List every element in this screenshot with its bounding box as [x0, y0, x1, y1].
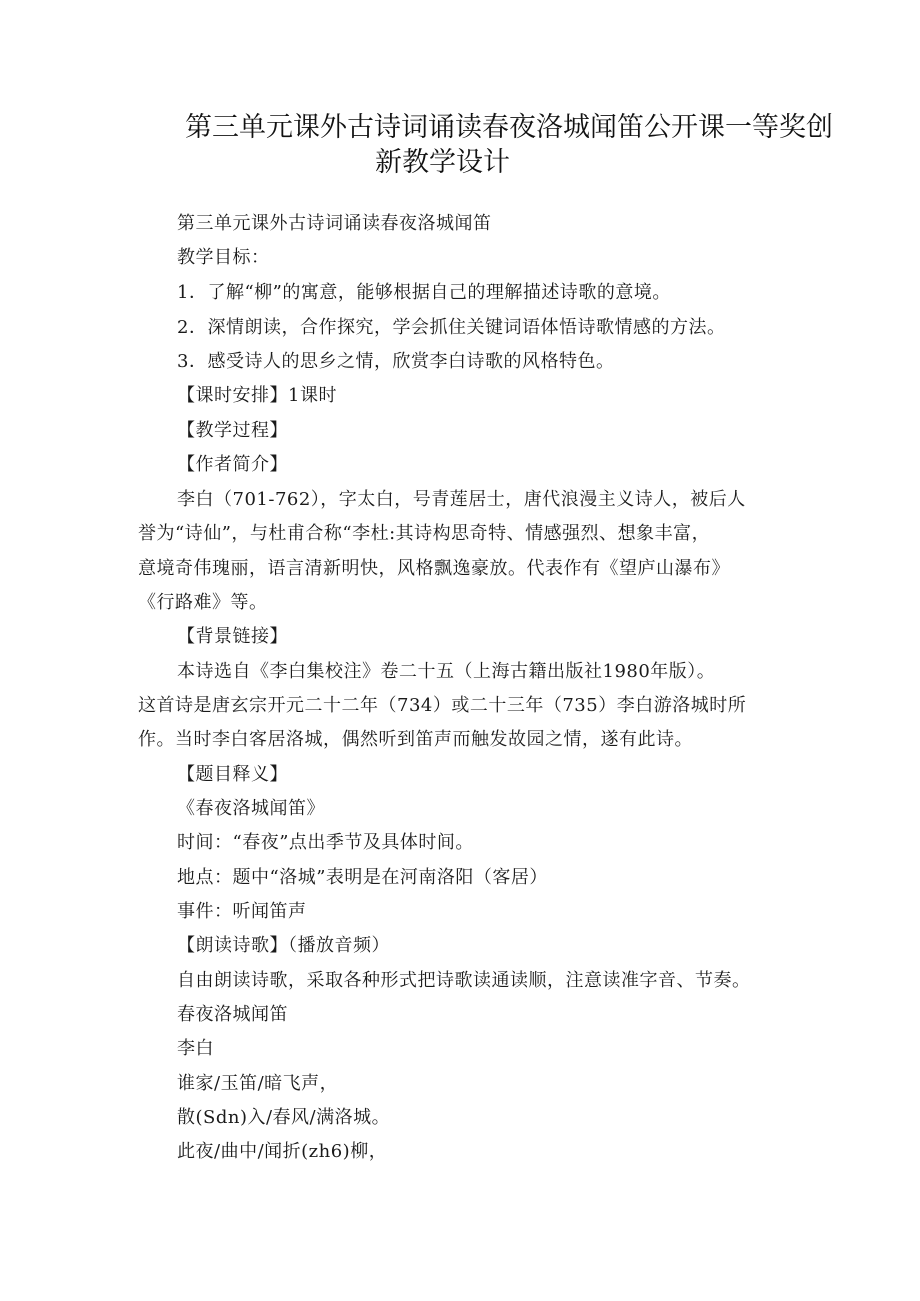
poem-title-quoted: 《春夜洛城闻笛》 — [177, 798, 325, 819]
poem-line-3: 此夜/曲中/闻折(zh6)柳， — [177, 1141, 388, 1162]
poem-line-1: 谁家/玉笛/暗飞声， — [177, 1073, 339, 1094]
place-note: 地点：题中“洛城”表明是在河南洛阳（客居） — [177, 867, 548, 888]
background-heading: 【背景链接】 — [177, 626, 288, 647]
process-heading: 【教学过程】 — [177, 420, 288, 441]
document-title-line-1: 第三单元课外古诗词诵读春夜洛城闻笛公开课一等奖创 — [185, 112, 833, 143]
event-note: 事件：听闻笛声 — [177, 901, 307, 922]
poem-author: 李白 — [177, 1038, 214, 1059]
reading-heading: 【朗读诗歌】（播放音频） — [177, 935, 390, 956]
document-title-line-2: 新教学设计 — [375, 147, 510, 178]
author-paragraph-line-4: 《行路难》等。 — [138, 592, 268, 613]
goal-item-2: 2．深情朗读，合作探究，学会抓住关键词语体悟诗歌情感的方法。 — [177, 317, 726, 338]
time-note: 时间：“春夜”点出季节及具体时间。 — [177, 832, 474, 853]
author-paragraph-line-1: 李白（701-762），字太白，号青莲居士，唐代浪漫主义诗人，被后人 — [177, 489, 746, 510]
goal-item-1: 1．了解“柳”的寓意，能够根据自己的理解描述诗歌的意境。 — [177, 282, 671, 303]
author-paragraph-line-2: 誉为“诗仙”，与杜甫合称“李杜:其诗构思奇特、情感强烈、想象丰富， — [138, 523, 711, 544]
poem-title: 春夜洛城闻笛 — [177, 1004, 288, 1025]
background-paragraph-line-2: 这首诗是唐玄宗开元二十二年（734）或二十三年（735）李白游洛城时所 — [138, 695, 747, 716]
goals-label: 教学目标： — [177, 247, 270, 268]
author-heading: 【作者简介】 — [177, 454, 288, 475]
background-paragraph-line-1: 本诗选自《李白集校注》卷二十五（上海古籍出版社1980年版）。 — [177, 661, 716, 682]
background-paragraph-line-3: 作。当时李白客居洛城，偶然听到笛声而触发故园之情，遂有此诗。 — [138, 729, 693, 750]
lesson-heading: 第三单元课外古诗词诵读春夜洛城闻笛 — [177, 213, 492, 234]
title-meaning-heading: 【题目释义】 — [177, 764, 288, 785]
schedule-heading: 【课时安排】1课时 — [177, 385, 337, 406]
goal-item-3: 3．感受诗人的思乡之情，欣赏李白诗歌的风格特色。 — [177, 351, 615, 372]
reading-instruction: 自由朗读诗歌，采取各种形式把诗歌读通读顺，注意读准字音、节奏。 — [177, 970, 751, 991]
poem-line-2: 散(Sdn)入/春风/满洛城。 — [177, 1107, 391, 1128]
author-paragraph-line-3: 意境奇伟瑰丽，语言清新明快，风格飘逸豪放。代表作有《望庐山瀑布》 — [138, 558, 730, 579]
